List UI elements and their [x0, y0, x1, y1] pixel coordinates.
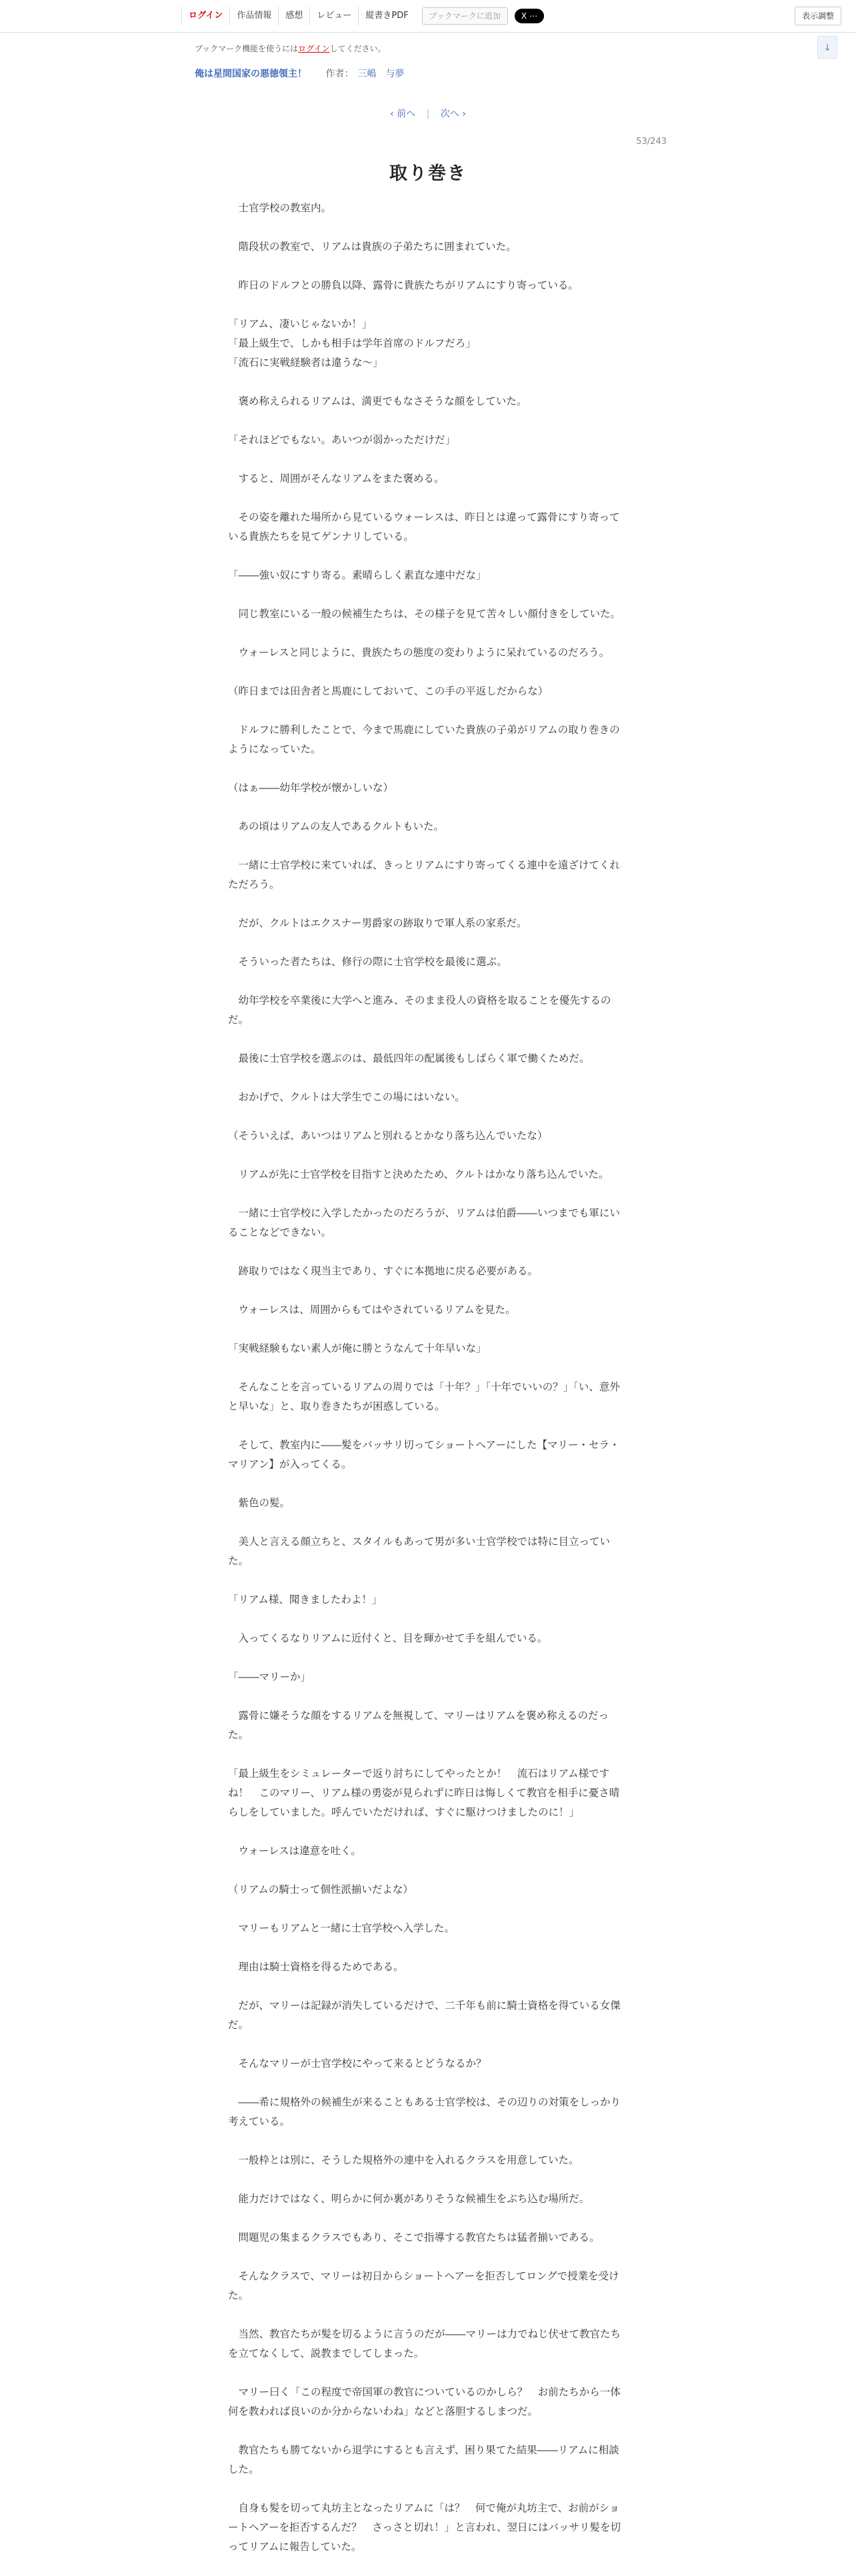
body-paragraph: ウォーレスは、周囲からもてはやされているリアムを見た。	[228, 1304, 516, 1316]
body-paragraph: そういった者たちは、修行の際に士官学校を最後に選ぶ。	[228, 956, 507, 968]
body-paragraph: ――希に規格外の候補生が来ることもある士官学校は、その辺りの対策をしっかり考えている。	[228, 2096, 621, 2127]
body-paragraph: ウォーレスは違意を吐く。	[228, 1845, 361, 1857]
body-paragraph: そして、教室内に――髪をバッサリ切ってショートヘアーにした【マリー・セラ・マリアン】が入ってくる。	[228, 1439, 620, 1470]
work-info-link[interactable]: 作品情報	[230, 7, 279, 25]
header-nav	[181, 7, 544, 25]
chapter-body	[228, 199, 628, 2576]
body-paragraph: 幼年学校を卒業後に大学へと進み、そのまま役人の資格を取ることを優先するのだ。	[228, 994, 611, 1026]
notice-login-link[interactable]: ログイン	[298, 44, 330, 53]
display-settings-button[interactable]: 表示調整	[795, 7, 841, 25]
work-title-link[interactable]: 俺は星間国家の悪徳領主！	[195, 69, 307, 79]
body-paragraph: すると、周囲がそんなリアムをまた褒める。	[228, 473, 445, 485]
notice-prefix: ブックマーク機能を使うには	[195, 44, 299, 53]
prev-episode-link[interactable]: ‹ 前へ	[390, 109, 416, 119]
body-paragraph: 自身も髪を切って丸坊主となったリアムに「は？ 何で俺が丸坊主で、お前がショートヘアーを拒否するんだ？ さっさと切れ！」と言われ、翌日にはバッサリ髪を切ってリアムに報告していた。	[228, 2502, 621, 2553]
body-paragraph: そんなマリーが士官学校にやって来るとどうなるか？	[228, 2057, 487, 2069]
author-label: 作者：	[325, 69, 354, 79]
body-paragraph: 当然、教官たちが髪を切るように言うのだが――マリーは力でねじ伏せて教官たちを立てなくして、説教までしてしまった。	[228, 2328, 621, 2359]
add-bookmark-button[interactable]: ブックマークに追加	[422, 7, 508, 25]
body-paragraph: ドルフに勝利したことで、今まで馬鹿にしていた貴族の子弟がリアムの取り巻きのようになっていた。	[228, 724, 620, 755]
top-navigation-bar	[0, 0, 856, 33]
body-paragraph: 「リアム、凄いじゃないか！」	[228, 318, 373, 330]
body-paragraph: 入ってくるなりリアムに近付くと、目を輝かせて手を組んでいる。	[228, 1632, 548, 1644]
body-paragraph: 能力だけではなく、明らかに何か裏がありそうな候補生をぶち込む場所だ。	[228, 2193, 590, 2205]
review-link[interactable]: レビュー	[310, 7, 359, 25]
work-header	[195, 67, 404, 80]
body-paragraph: ウォーレスと同じように、貴族たちの態度の変わりように呆れているのだろう。	[228, 646, 610, 658]
post-icon: ⋯	[529, 11, 538, 21]
body-paragraph: 「実戦経験もない素人が俺に勝とうなんて十年早いな」	[228, 1342, 487, 1354]
body-paragraph: 「最上級生で、しかも相手は学年首席のドルフだろ」	[228, 337, 476, 349]
body-paragraph: そんなクラスで、マリーは初日からショートヘアーを拒否してロングで授業を受けた。	[228, 2270, 619, 2301]
body-paragraph: 教官たちも勝てないから退学にするとも言えず、困り果てた結果――リアムに相談した。	[228, 2444, 619, 2475]
x-logo-icon: X	[521, 11, 527, 21]
vertical-pdf-link[interactable]: 縦書きPDF	[365, 11, 409, 21]
arrow-down-icon: ↓	[823, 43, 831, 53]
body-paragraph: 美人と言える顔立ちと、スタイルもあって男が多い士官学校では特に目立っていた。	[228, 1536, 611, 1567]
body-paragraph: おかげで、クルトは大学生でこの場にはいない。	[228, 1091, 465, 1103]
chapter-title: 取り巻き	[389, 163, 467, 184]
body-paragraph: 「――強い奴にすり寄る。素晴らしく素直な連中だな」	[228, 569, 487, 581]
episode-pager	[0, 107, 856, 120]
notice-suffix: してください。	[329, 44, 386, 53]
body-paragraph: 問題児の集まるクラスでもあり、そこで指導する教官たちは猛者揃いである。	[228, 2231, 600, 2243]
body-paragraph: だが、マリーは記録が消失しているだけで、二千年も前に騎士資格を得ている女傑だ。	[228, 1999, 621, 2031]
body-paragraph: 「リアム様、聞きましたわよ！」	[228, 1594, 383, 1606]
body-paragraph: 同じ教室にいる一般の候補生たちは、その様子を見て苦々しい顔付きをしていた。	[228, 608, 621, 620]
body-paragraph: その姿を離れた場所から見ているウォーレスは、昨日とは違って露骨にすり寄っている貴族たちを見てゲンナリしている。	[228, 511, 620, 543]
body-paragraph: 露骨に嫌そうな顔をするリアムを無視して、マリーはリアムを褒め称えるのだった。	[228, 1710, 609, 1741]
body-paragraph: （はぁ――幼年学校が懐かしいな）	[228, 782, 394, 794]
body-paragraph: （リアムの騎士って個性派揃いだよな）	[228, 1884, 413, 1896]
body-paragraph: 「――マリーか」	[228, 1671, 311, 1683]
body-paragraph: 「それほどでもない。あいつが弱かっただけだ」	[228, 434, 456, 446]
body-paragraph: リアムが先に士官学校を目指すと決めたため、クルトはかなり落ち込んでいた。	[228, 1168, 609, 1180]
body-paragraph: あの頃はリアムの友人であるクルトもいた。	[228, 820, 444, 832]
body-paragraph: マリーもリアムと一緒に士官学校へ入学した。	[228, 1922, 455, 1934]
body-paragraph: 士官学校の教室内。	[228, 202, 332, 214]
pager-divider: |	[426, 109, 430, 119]
login-notice	[195, 43, 386, 54]
body-paragraph: 理由は騎士資格を得るためである。	[228, 1961, 404, 1973]
body-paragraph: 一緒に士官学校に来ていれば、きっとリアムにすり寄ってくる連中を遠ざけてくれただろう。	[228, 859, 620, 890]
body-paragraph: （昨日までは田舎者と馬鹿にしておいて、この手の平返しだからな）	[228, 685, 549, 697]
body-paragraph: 階段状の教室で、リアムは貴族の子弟たちに囲まれていた。	[228, 241, 517, 253]
body-paragraph: 昨日のドルフとの勝負以降、露骨に貴族たちがリアムにすり寄っている。	[228, 279, 579, 291]
body-paragraph: マリー曰く「この程度で帝国軍の教官についているのかしら？ お前たちから一体何を教われば良いのか分からないわね」などと落胆するしまつだ。	[228, 2386, 621, 2417]
body-paragraph: 一緒に士官学校に入学したかったのだろうが、リアムは伯爵――いつまでも軍にいることなどできない。	[228, 1207, 620, 1238]
x-share-button[interactable]	[515, 9, 544, 23]
author-name-link[interactable]: 三嶋 与夢	[357, 69, 405, 79]
login-link[interactable]: ログイン	[181, 7, 230, 25]
impressions-link[interactable]: 感想	[279, 7, 310, 25]
body-paragraph: 褒め称えられるリアムは、満更でもなさそうな顔をしていた。	[228, 395, 527, 407]
body-paragraph: 最後に士官学校を選ぶのは、最低四年の配属後もしばらく軍で働くためだ。	[228, 1052, 590, 1064]
body-paragraph: 「最上級生をシミュレーターで返り討ちにしてやったとか！ 流石はリアム様ですね！ このマリー、リアム様の勇姿が見られずに昨日は悔しくて教官を相手に憂さ晴らしをしていました。呼んでいただければ、すぐに駆けつけましたのに！」	[228, 1768, 620, 1818]
scroll-down-button[interactable]	[817, 36, 837, 59]
body-paragraph: 紫色の髪。	[228, 1497, 291, 1509]
body-paragraph: （そういえば、あいつはリアムと別れるとかなり落ち込んでいたな）	[228, 1130, 548, 1142]
episode-counter: 53/243	[636, 137, 667, 147]
body-paragraph: そんなことを言っているリアムの周りでは「十年？」「十年でいいの？」「い、意外と早いな」と、取り巻きたちが困惑している。	[228, 1381, 620, 1412]
body-paragraph: 一般枠とは別に、そうした規格外の連中を入れるクラスを用意していた。	[228, 2154, 579, 2166]
body-paragraph: 跡取りではなく現当主であり、すぐに本拠地に戻る必要がある。	[228, 1265, 539, 1277]
next-episode-link[interactable]: 次へ ›	[440, 109, 466, 119]
body-paragraph: 「流石に実戦経験者は違うな～」	[228, 357, 383, 369]
body-paragraph: だが、クルトはエクスナー男爵家の跡取りで軍人系の家系だ。	[228, 917, 527, 929]
